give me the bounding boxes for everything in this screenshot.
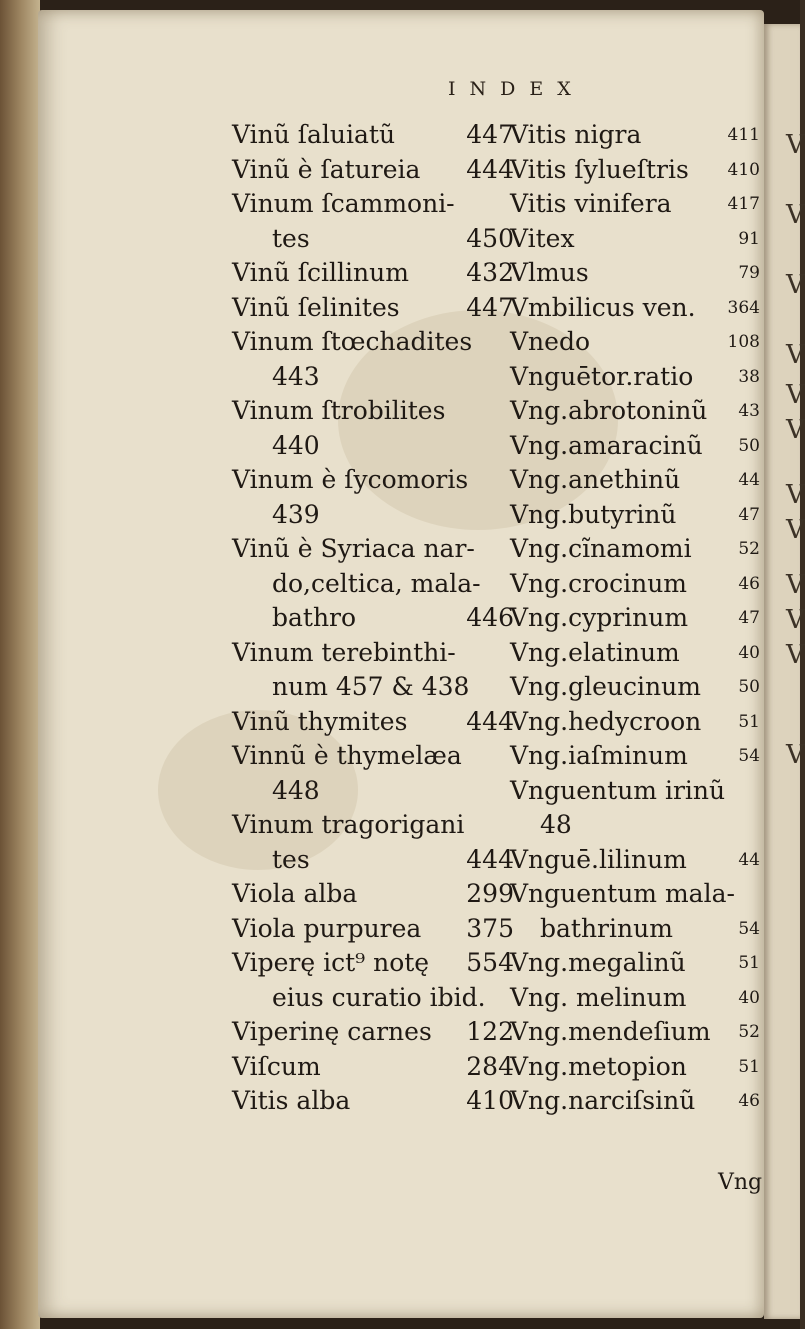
index-entry	[232, 1084, 514, 1119]
index-term: Vng.anethinũ	[510, 465, 681, 494]
index-term: Vng. melinum	[510, 982, 687, 1012]
index-term: Vinũ ſaluiatũ	[232, 120, 396, 149]
index-term: Vng.megalinũ	[510, 948, 686, 977]
index-page-number: 54	[738, 746, 760, 766]
index-entry	[232, 291, 514, 326]
index-term: do,celtica, mala-	[272, 568, 481, 598]
index-term: Vinum tragorigani	[232, 810, 465, 839]
index-page-number: 364	[727, 297, 760, 318]
index-entry	[510, 567, 760, 602]
index-term: Vng.metopion	[510, 1051, 687, 1081]
facing-page-letter: V	[786, 480, 805, 510]
index-entry	[232, 636, 514, 671]
index-term: Viola purpurea	[232, 913, 422, 943]
index-page-number: 44	[738, 470, 760, 490]
index-page-number: 40	[738, 642, 760, 663]
index-term: 439	[272, 499, 320, 529]
index-page-number: 54	[738, 918, 760, 939]
index-page-number: 447	[466, 292, 514, 322]
index-entry	[510, 1015, 760, 1050]
index-entry	[510, 601, 760, 636]
index-term: bathro	[272, 603, 357, 632]
index-entry	[510, 325, 760, 360]
index-entry	[510, 118, 760, 153]
index-page-number: 51	[738, 953, 760, 973]
index-page-number: 108	[727, 332, 760, 352]
index-entry	[232, 946, 514, 981]
facing-page-letter: V	[786, 570, 805, 600]
index-term: Vnguentum mala-	[510, 879, 735, 908]
index-entry	[510, 912, 760, 947]
index-page-number: 444	[466, 154, 514, 184]
index-term: Vng.cĩnamomi	[510, 534, 692, 563]
index-term: Vng.amaracinũ	[510, 430, 703, 460]
index-page-number: 554	[466, 948, 514, 977]
index-term: Vng.hedycroon	[510, 706, 702, 736]
index-entry	[232, 153, 514, 188]
index-entry	[232, 877, 514, 912]
index-page-number: 47	[738, 608, 760, 628]
index-term: Vng.butyrinũ	[510, 499, 677, 529]
index-term: Vitis vinifera	[510, 189, 672, 218]
index-entry	[232, 1015, 514, 1050]
index-entry	[232, 429, 514, 464]
index-term: Vng.crocinum	[510, 568, 688, 598]
facing-page-letter: V	[786, 200, 805, 230]
index-term: 443	[272, 361, 320, 391]
facing-page-letter: V	[786, 270, 805, 300]
index-entry	[510, 187, 760, 222]
index-entry	[510, 981, 760, 1016]
index-page-number: 50	[738, 435, 760, 456]
index-entry	[232, 360, 514, 395]
index-entry	[232, 256, 514, 291]
index-page-number: 444	[466, 706, 514, 736]
index-page-number: 122	[466, 1017, 514, 1046]
index-page-number: 46	[738, 573, 760, 594]
facing-page-letter: V	[786, 340, 805, 370]
index-page-number: 410	[727, 159, 760, 180]
index-term: Vmbilicus ven.	[510, 292, 696, 322]
index-page-number: 444	[466, 844, 514, 874]
index-page-number: 450	[466, 223, 514, 253]
index-term: Vinum ſtœchadites	[232, 327, 473, 356]
index-entry	[510, 1050, 760, 1085]
index-term: Vitis ſylueſtris	[510, 154, 689, 184]
index-page-number: 52	[738, 539, 760, 559]
index-page-number: 284	[466, 1051, 514, 1081]
index-term: 48	[540, 810, 572, 839]
catchword: Vng	[718, 1170, 763, 1195]
index-entry	[232, 187, 514, 222]
index-entry	[510, 153, 760, 188]
index-entry	[510, 498, 760, 533]
index-page-number: 91	[738, 228, 760, 249]
facing-page-letter: V	[786, 380, 805, 410]
index-entry	[510, 256, 760, 291]
index-term: Vinũ thymites	[232, 706, 408, 736]
index-term: Vng.elatinum	[510, 637, 680, 667]
index-page-number: 432	[466, 258, 514, 287]
index-term: Vitis alba	[232, 1086, 351, 1115]
index-entry	[510, 360, 760, 395]
index-entry	[232, 463, 514, 498]
index-term: Vitis nigra	[510, 120, 642, 149]
index-term: Vinum ſcammoni-	[232, 189, 455, 218]
index-entry	[232, 532, 514, 567]
book-spine	[0, 0, 40, 1329]
index-term: Vng.cyprinum	[510, 603, 689, 632]
index-term: Vnguētor.ratio	[510, 361, 694, 391]
index-entry	[232, 912, 514, 947]
index-entry	[232, 774, 514, 809]
index-entry	[510, 774, 760, 809]
index-page-number: 417	[727, 194, 760, 214]
index-page-number: 47	[738, 504, 760, 525]
facing-page-letter: V	[786, 640, 805, 670]
index-term: Viſcum	[232, 1051, 321, 1081]
index-entry	[510, 636, 760, 671]
index-entry	[510, 705, 760, 740]
index-term: Vinũ ſelinites	[232, 292, 400, 322]
index-term: Vng.mendeſium	[510, 1017, 711, 1046]
index-entry	[510, 222, 760, 257]
index-entry	[232, 843, 514, 878]
index-entry	[232, 601, 514, 636]
index-entry	[510, 394, 760, 429]
index-entry	[232, 1050, 514, 1085]
index-term: eius curatio ibid.	[272, 982, 486, 1012]
index-term: Vnguē.lilinum	[510, 844, 687, 874]
index-term: Vinum ſtrobilites	[232, 396, 446, 425]
index-entry	[510, 877, 760, 912]
index-page-number: 375	[466, 913, 514, 943]
index-page-number: 40	[738, 987, 760, 1008]
index-term: Vitex	[510, 223, 575, 253]
index-entry	[232, 808, 514, 843]
index-entry	[232, 739, 514, 774]
index-term: num 457 & 438	[272, 672, 470, 701]
index-page-number: 411	[727, 125, 760, 145]
index-term: Vng.abrotoninũ	[510, 396, 708, 425]
index-term: Vnedo	[510, 327, 591, 356]
index-page-number: 52	[738, 1022, 760, 1042]
index-page-number: 50	[738, 677, 760, 697]
index-entry	[510, 532, 760, 567]
index-page-number: 446	[466, 603, 514, 632]
index-page-number: 51	[738, 1056, 760, 1077]
index-entry	[510, 946, 760, 981]
index-term: Vnguentum irinũ	[510, 775, 726, 805]
index-term: bathrinum	[540, 913, 673, 943]
index-page-number: 447	[466, 120, 514, 149]
index-term: Vng.gleucinum	[510, 672, 701, 701]
index-entry	[510, 808, 760, 843]
index-term: Vinũ è ſatureia	[232, 154, 421, 184]
index-page-number: 43	[738, 401, 760, 421]
index-entry	[232, 118, 514, 153]
index-entry	[510, 291, 760, 326]
index-page-number: 299	[466, 879, 514, 908]
index-entry	[232, 325, 514, 360]
index-term: 440	[272, 430, 320, 460]
index-entry	[232, 394, 514, 429]
index-term: Vinũ ſcillinum	[232, 258, 409, 287]
index-page-number: 44	[738, 849, 760, 870]
index-term: Vng.iaſminum	[510, 741, 688, 770]
index-entry	[510, 429, 760, 464]
facing-page-letter: V	[786, 605, 805, 635]
index-entry	[510, 843, 760, 878]
index-entry	[232, 222, 514, 257]
index-column-left	[232, 118, 514, 1119]
facing-page-letter: V	[786, 740, 805, 770]
facing-page-letter: V	[786, 415, 805, 445]
index-page-number: 38	[738, 366, 760, 387]
index-term: Vinum è ſycomoris	[232, 465, 469, 494]
index-term: Vng.narciſsinũ	[510, 1086, 696, 1115]
index-entry	[232, 567, 514, 602]
index-page-number: 410	[466, 1086, 514, 1115]
index-term: Vinũ è Syriaca nar-	[232, 534, 475, 563]
facing-page-letter: V	[786, 515, 805, 545]
index-term: Vinum terebinthi-	[232, 637, 456, 667]
index-term: Vlmus	[510, 258, 589, 287]
index-entry	[232, 981, 514, 1016]
index-column-right	[510, 118, 760, 1119]
index-page-number: 51	[738, 711, 760, 732]
index-term: tes	[272, 223, 310, 253]
index-term: Viperinę carnes	[232, 1017, 432, 1046]
index-entry	[510, 1084, 760, 1119]
index-entry	[232, 705, 514, 740]
index-entry	[510, 463, 760, 498]
index-term: Viperę ict⁹ notę	[232, 948, 430, 977]
index-entry	[510, 739, 760, 774]
index-term: tes	[272, 844, 310, 874]
facing-page-letter: V	[786, 130, 805, 160]
index-term: Vinnũ è thymelæa	[232, 741, 462, 770]
index-entry	[232, 498, 514, 533]
index-term: Viola alba	[232, 879, 358, 908]
page-header: INDEX	[448, 78, 585, 100]
index-entry	[510, 670, 760, 705]
index-term: 448	[272, 775, 320, 805]
index-page-number: 46	[738, 1091, 760, 1111]
index-entry	[232, 670, 514, 705]
index-page-number: 79	[738, 263, 760, 283]
